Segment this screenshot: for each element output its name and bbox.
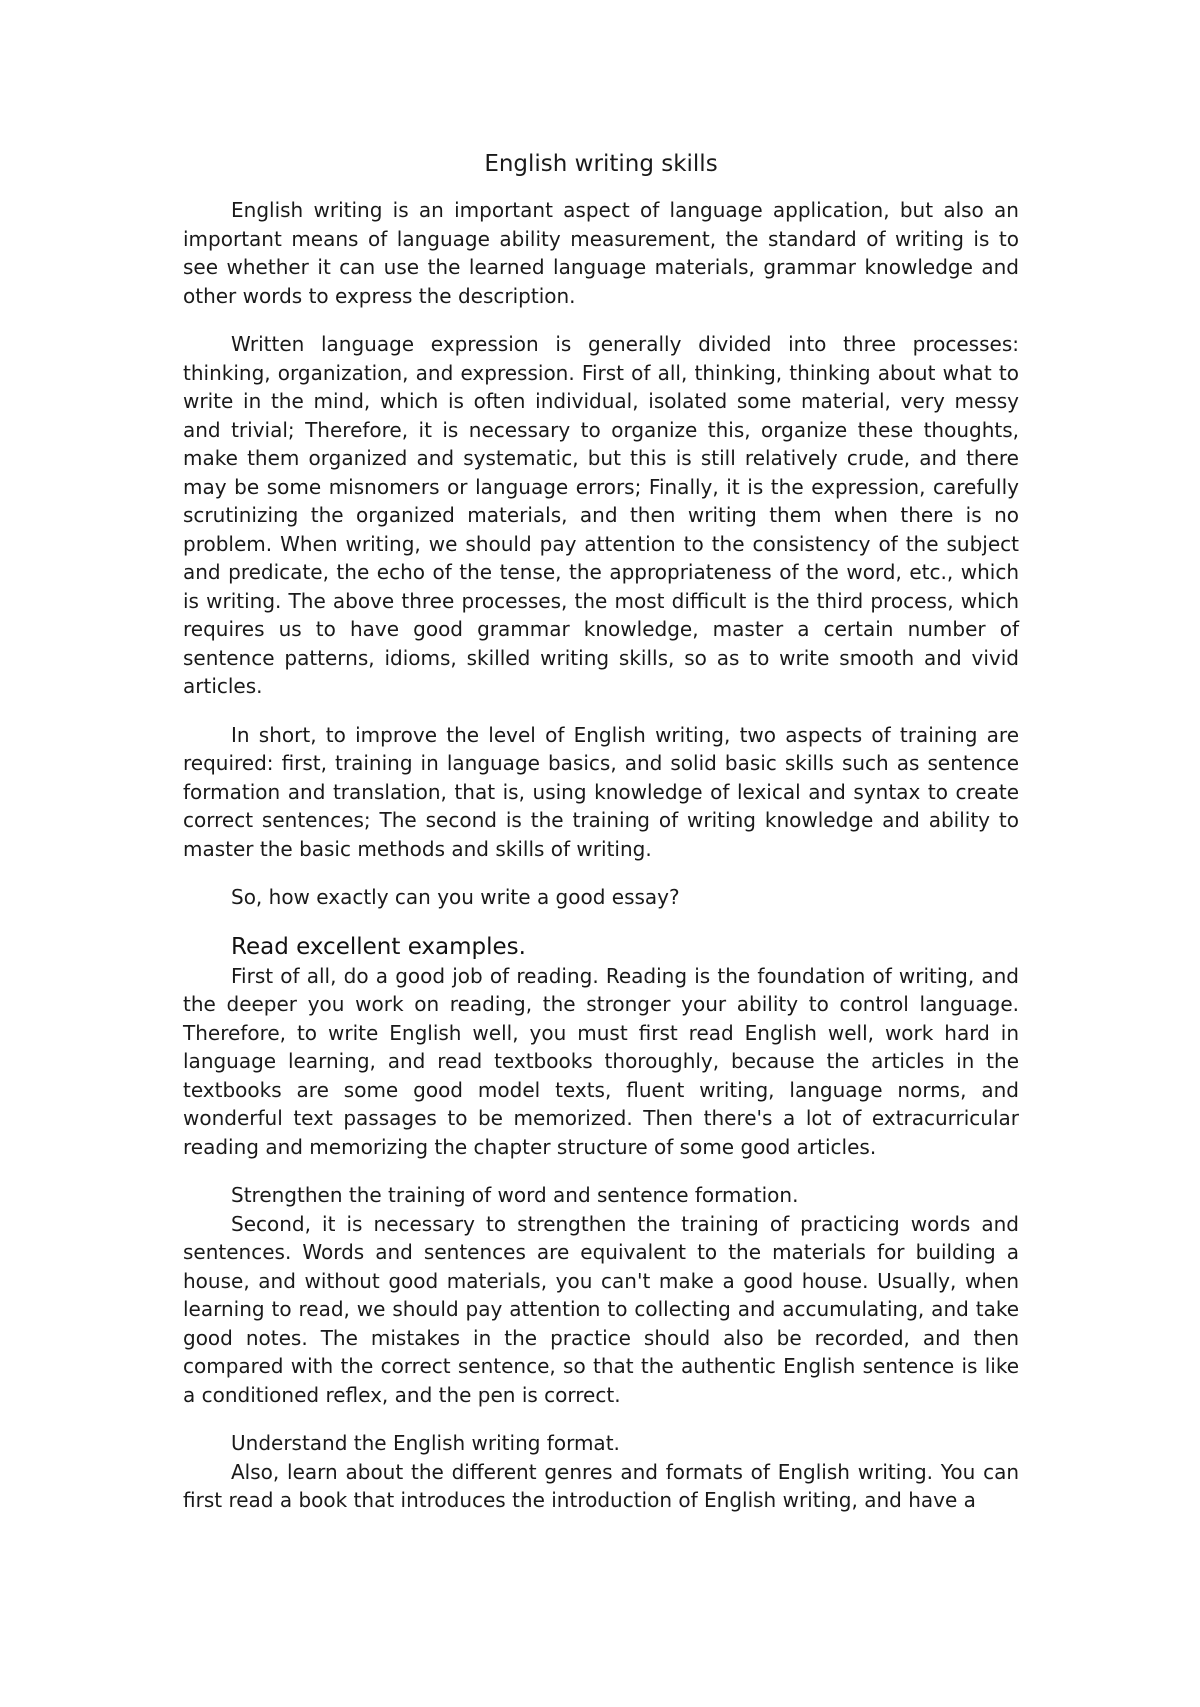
paragraph-intro: English writing is an important aspect of language application, but also an important means of language ability measurement, the standard of writing is to see whether it can use the learned language materials, grammar knowledge and other words to express the description.	[183, 198, 1019, 308]
section-subhead-format: Understand the English writing format.	[231, 1431, 620, 1455]
paragraph-question: So, how exactly can you write a good essay?	[231, 885, 680, 909]
section-heading-read-examples: Read excellent examples.	[231, 933, 526, 960]
paragraph-training: In short, to improve the level of English writing, two aspects of training are required: first, training in language basics, and solid basic skills such as sentence formation and translation, that is, using knowledge of lexical and syntax to create correct sentences; The second is the training of writing knowledge and ability to master the basic methods and skills of writing.	[183, 722, 1019, 861]
document-body	[183, 148, 1019, 1515]
paragraph-reading: First of all, do a good job of reading. Reading is the foundation of writing, and the deeper you work on reading, the stronger your ability to control language. Therefore, to write English well, you must first read English well, work hard in language learning, and read textbooks thoroughly, because the articles in the textbooks are some good model texts, fluent writing, language norms, and wonderful text passages to be memorized. Then there's a lot of extracurricular reading and memorizing the chapter structure of some good articles.	[183, 963, 1019, 1159]
section-subhead-word-sentence: Strengthen the training of word and sentence formation.	[231, 1183, 799, 1207]
document-title: English writing skills	[484, 151, 718, 177]
paragraph-word-sentence: Second, it is necessary to strengthen the training of practicing words and sentences. Words and sentences are equivalent to the materials for building a house, and without good materials, you can't make a good house. Usually, when learning to read, we should pay attention to collecting and accumulating, and take good notes. The mistakes in the practice should also be recorded, and then compared with the correct sentence, so that the authentic English sentence is like a conditioned reflex, and the pen is correct.	[183, 1211, 1019, 1407]
paragraph-format: Also, learn about the different genres and formats of English writing. You can first read a book that introduces the introduction of English writing, and have a	[183, 1459, 1019, 1512]
paragraph-processes: Written language expression is generally divided into three processes: thinking, organization, and expression. First of all, thinking, thinking about what to write in the mind, which is often individual, isolated some material, very messy and trivial; Therefore, it is necessary to organize this, organize these thoughts, make them organized and systematic, but this is still relatively crude, and there may be some misnomers or language errors; Finally, it is the expression, carefully scrutinizing the organized materials, and then writing them when there is no problem. When writing, we should pay attention to the consistency of the subject and predicate, the echo of the tense, the appropriateness of the word, etc., which is writing. The above three processes, the most difficult is the third process, which requires us to have good grammar knowledge, master a certain number of sentence patterns, idioms, skilled writing skills, so as to write smooth and vivid articles.	[183, 332, 1019, 698]
